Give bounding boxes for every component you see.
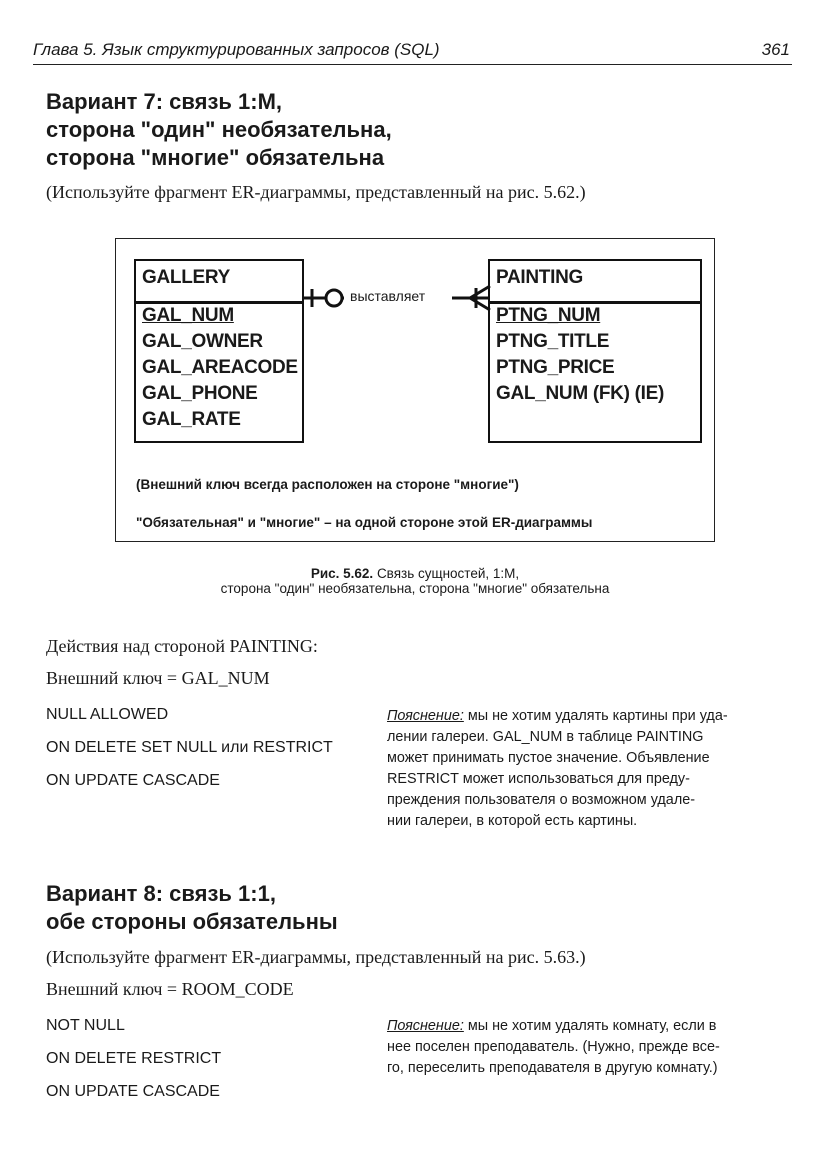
- note-line: лении галереи. GAL_NUM в таблице PAINTING: [387, 729, 704, 745]
- actions-foreign-key: Внешний ключ = GAL_NUM: [46, 668, 270, 688]
- figure-note-fk: (Внешний ключ всегда расположен на стороне "многие"): [136, 477, 519, 492]
- actions-heading: Действия над стороной PAINTING:: [46, 636, 318, 656]
- note-line: мы не хотим удалять комнату, если в: [467, 1018, 717, 1034]
- variant7-title-line2: сторона "один" необязательна,: [46, 117, 392, 142]
- variant7-intro: (Используйте фрагмент ER-диаграммы, представленный на рис. 5.62.): [46, 182, 586, 202]
- crowfoot-upper: [470, 286, 490, 298]
- variant7-heading: [46, 88, 392, 172]
- painting-attr-pk: PTNG_NUM: [496, 305, 601, 326]
- variant8-title-line1: Вариант 8: связь 1:1,: [46, 881, 276, 906]
- variant7-title-line3: сторона "многие" обязательна: [46, 145, 385, 170]
- crowfoot-lower: [470, 298, 490, 310]
- note-line: нии галереи, в которой есть картины.: [387, 813, 638, 829]
- actions-rules: [46, 698, 333, 797]
- note-line: преждения пользователя о возможном удале-: [387, 792, 696, 808]
- variant8-note: [387, 1016, 783, 1079]
- variant8-foreign-key: Внешний ключ = ROOM_CODE: [46, 979, 294, 999]
- rule-item: NOT NULL: [46, 1017, 125, 1034]
- painting-entity-name: PAINTING: [496, 267, 583, 288]
- figure-caption-label: Рис. 5.62.: [310, 566, 374, 581]
- gallery-attr-pk: GAL_NUM: [142, 305, 234, 326]
- painting-attr: PTNG_PRICE: [496, 357, 615, 378]
- painting-entity: [488, 259, 702, 443]
- variant8-title-line2: обе стороны обязательны: [46, 909, 338, 934]
- note-line: RESTRICT может использоваться для преду-: [387, 771, 690, 787]
- gallery-attr: GAL_AREACODE: [142, 357, 298, 378]
- page-header: [33, 38, 792, 65]
- note-line: мы не хотим удалять картины при уда-: [467, 708, 728, 724]
- variant8-heading: [46, 880, 338, 936]
- rule-item: ON DELETE SET NULL или RESTRICT: [46, 739, 333, 756]
- figure-caption-line1: Связь сущностей, 1:М,: [376, 566, 520, 581]
- relationship-label: выставляет: [350, 288, 426, 304]
- figure-caption-line2: сторона "один" необязательна, сторона "многие" обязательна: [220, 581, 610, 596]
- painting-attr: PTNG_TITLE: [496, 331, 610, 352]
- rule-item: NULL ALLOWED: [46, 706, 169, 723]
- variant8-rules: [46, 1009, 221, 1108]
- gallery-attr: GAL_OWNER: [142, 331, 263, 352]
- painting-attr: GAL_NUM (FK) (IE): [496, 383, 664, 404]
- er-diagram-figure: [115, 238, 715, 542]
- rule-item: ON UPDATE CASCADE: [46, 772, 220, 789]
- note-line: может принимать пустое значение. Объявление: [387, 750, 710, 766]
- entity-divider: [490, 301, 700, 304]
- note-line: го, переселить преподавателя в другую комнату.): [387, 1060, 718, 1076]
- note-label: Пояснение:: [387, 1018, 464, 1034]
- gallery-entity: [134, 259, 304, 443]
- figure-caption: [115, 566, 715, 596]
- rule-item: ON UPDATE CASCADE: [46, 1083, 220, 1100]
- actions-note: [387, 706, 783, 832]
- note-line: нее поселен преподаватель. (Нужно, прежде все-: [387, 1039, 720, 1055]
- variant8-intro: (Используйте фрагмент ER-диаграммы, представленный на рис. 5.63.): [46, 947, 586, 967]
- gallery-attr: GAL_RATE: [142, 409, 241, 430]
- page-number: 361: [761, 40, 790, 59]
- variant7-title-line1: Вариант 7: связь 1:М,: [46, 89, 283, 114]
- entity-divider: [136, 301, 302, 304]
- gallery-entity-name: GALLERY: [142, 267, 230, 288]
- gallery-attr: GAL_PHONE: [142, 383, 258, 404]
- optional-circle-mark: [326, 290, 342, 306]
- figure-note-mandatory: "Обязательная" и "многие" – на одной стороне этой ER-диаграммы: [136, 515, 593, 530]
- rule-item: ON DELETE RESTRICT: [46, 1050, 222, 1067]
- chapter-title: Глава 5. Язык структурированных запросов (SQL): [33, 40, 440, 59]
- note-label: Пояснение:: [387, 708, 464, 724]
